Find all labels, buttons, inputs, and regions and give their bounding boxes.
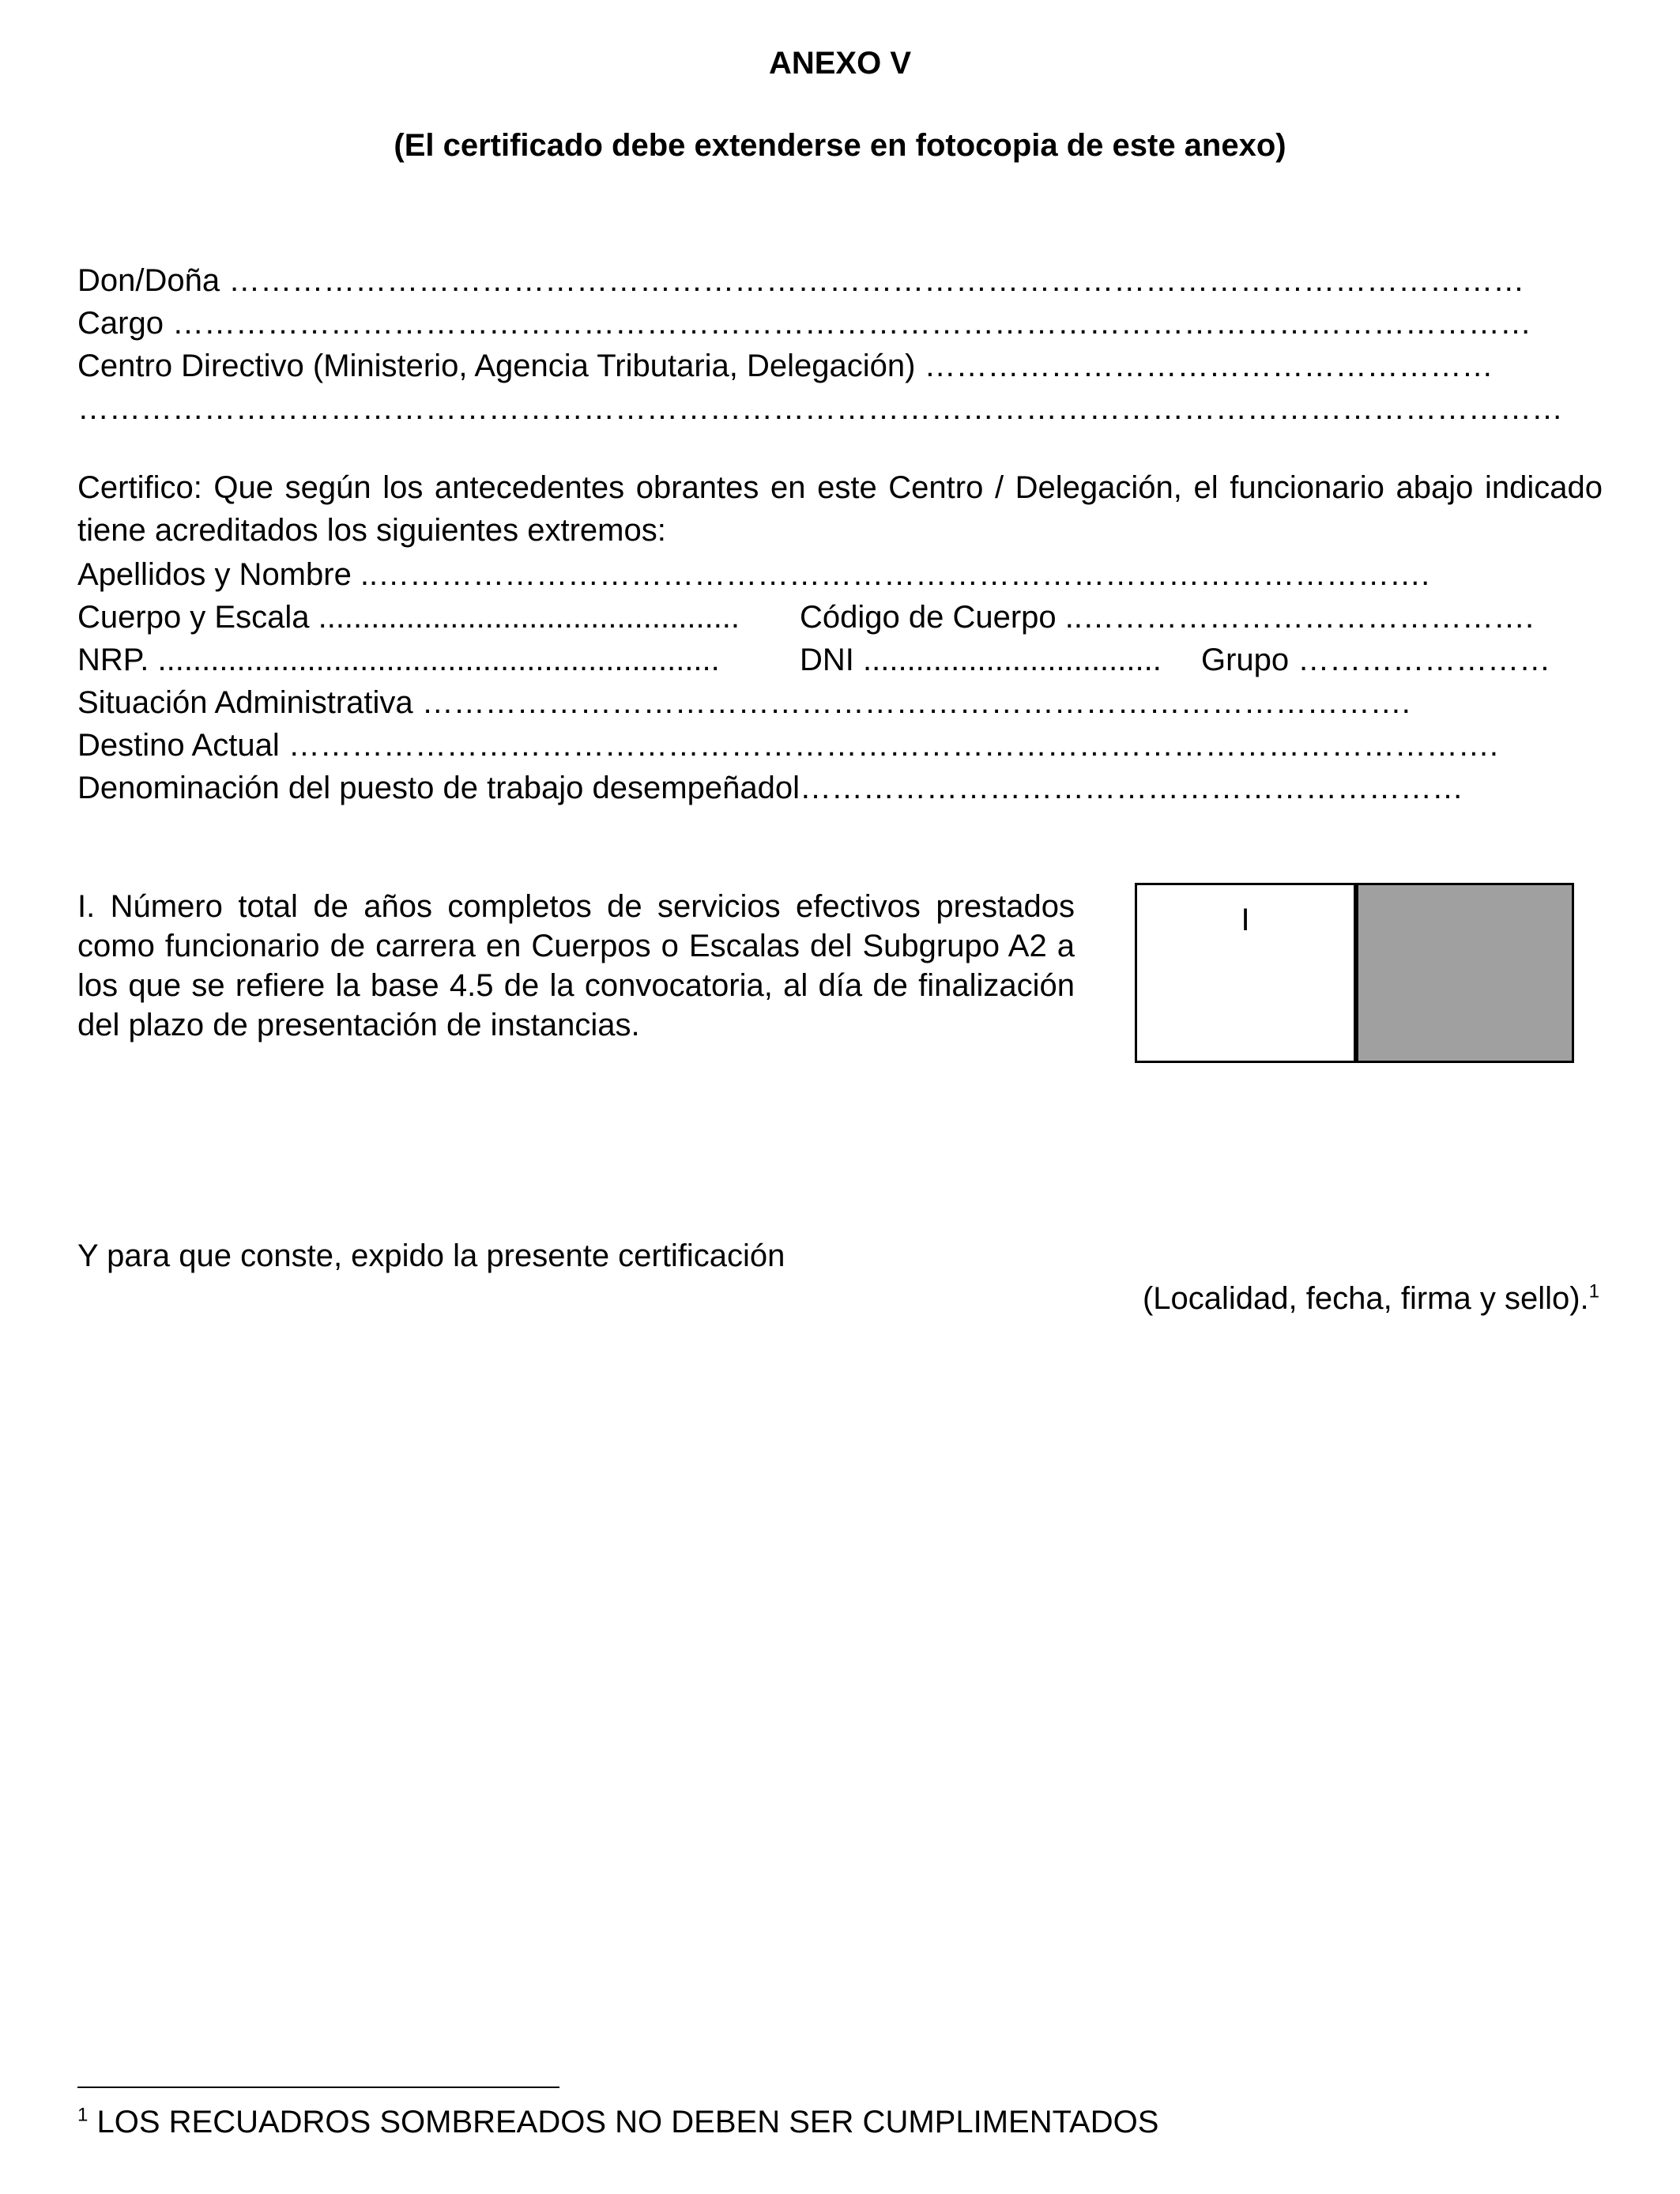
signature-footnote-mark: 1 [1588,1280,1599,1302]
field-denominacion-puesto: Denominación del puesto de trabajo desempeñadol……………………………………………………… [77,771,1463,805]
field-apellidos-nombre: Apellidos y Nombre ..………………………………………………………………………………………. [77,557,1430,592]
page-title: ANEXO V [768,46,912,81]
field-dni: DNI .................................. [800,643,1162,677]
field-centro-directivo: Centro Directivo (Ministerio, Agencia Tributaria, Delegación) ……………………………………………… [77,349,1494,383]
footnote-divider [77,2087,559,2088]
signature-line [1143,1277,1599,1320]
field-cuerpo-escala: Cuerpo y Escala ................................................ [77,600,740,635]
closing-text: Y para que conste, expido la presente certificación [77,1238,785,1273]
field-nrp: NRP. ................................................................ [77,643,720,677]
field-centro-continuation: …………………………………………………………………………………………………………………………… [77,391,1563,426]
field-situacion-administrativa: Situación Administrativa …………………………………………………………………………………. [77,685,1411,720]
item-1-shaded-box [1356,883,1574,1063]
field-grupo: Grupo …………………… [1201,643,1551,677]
page-subtitle: (El certificado debe extenderse en fotocopia de este anexo) [394,128,1286,163]
field-cargo: Cargo ………………………………………………………………………………………………………………… [77,306,1532,341]
footnote [77,2101,1158,2143]
item-1-box-label: I [1241,903,1250,937]
field-codigo-cuerpo: Código de Cuerpo ..……………………………………. [800,600,1535,635]
certifico-paragraph: Certifico: Que según los antecedentes obrantes en este Centro / Delegación, el funcionario abajo indicado tiene acreditados los siguientes extremos: [77,470,1603,548]
field-don: Don/Doña …………………………………………………………………………………………………………… [77,263,1525,298]
footnote-text: LOS RECUADROS SOMBREADOS NO DEBEN SER CUMPLIMENTADOS [88,2105,1159,2139]
item-1-paragraph: I. Número total de años completos de servicios efectivos prestados como funcionario de carrera en Cuerpos o Escalas del Subgrupo A2 a los que se refiere la base 4.5 de la convocatoria, al día de finalización del plazo de presentación de instancias. [77,889,1075,1042]
footnote-mark: 1 [77,2104,89,2126]
item-1-answer-box [1135,883,1356,1063]
field-destino-actual: Destino Actual ……………………………………………………………………………………………………. [77,728,1498,763]
signature-text: (Localidad, fecha, firma y sello). [1142,1281,1589,1316]
